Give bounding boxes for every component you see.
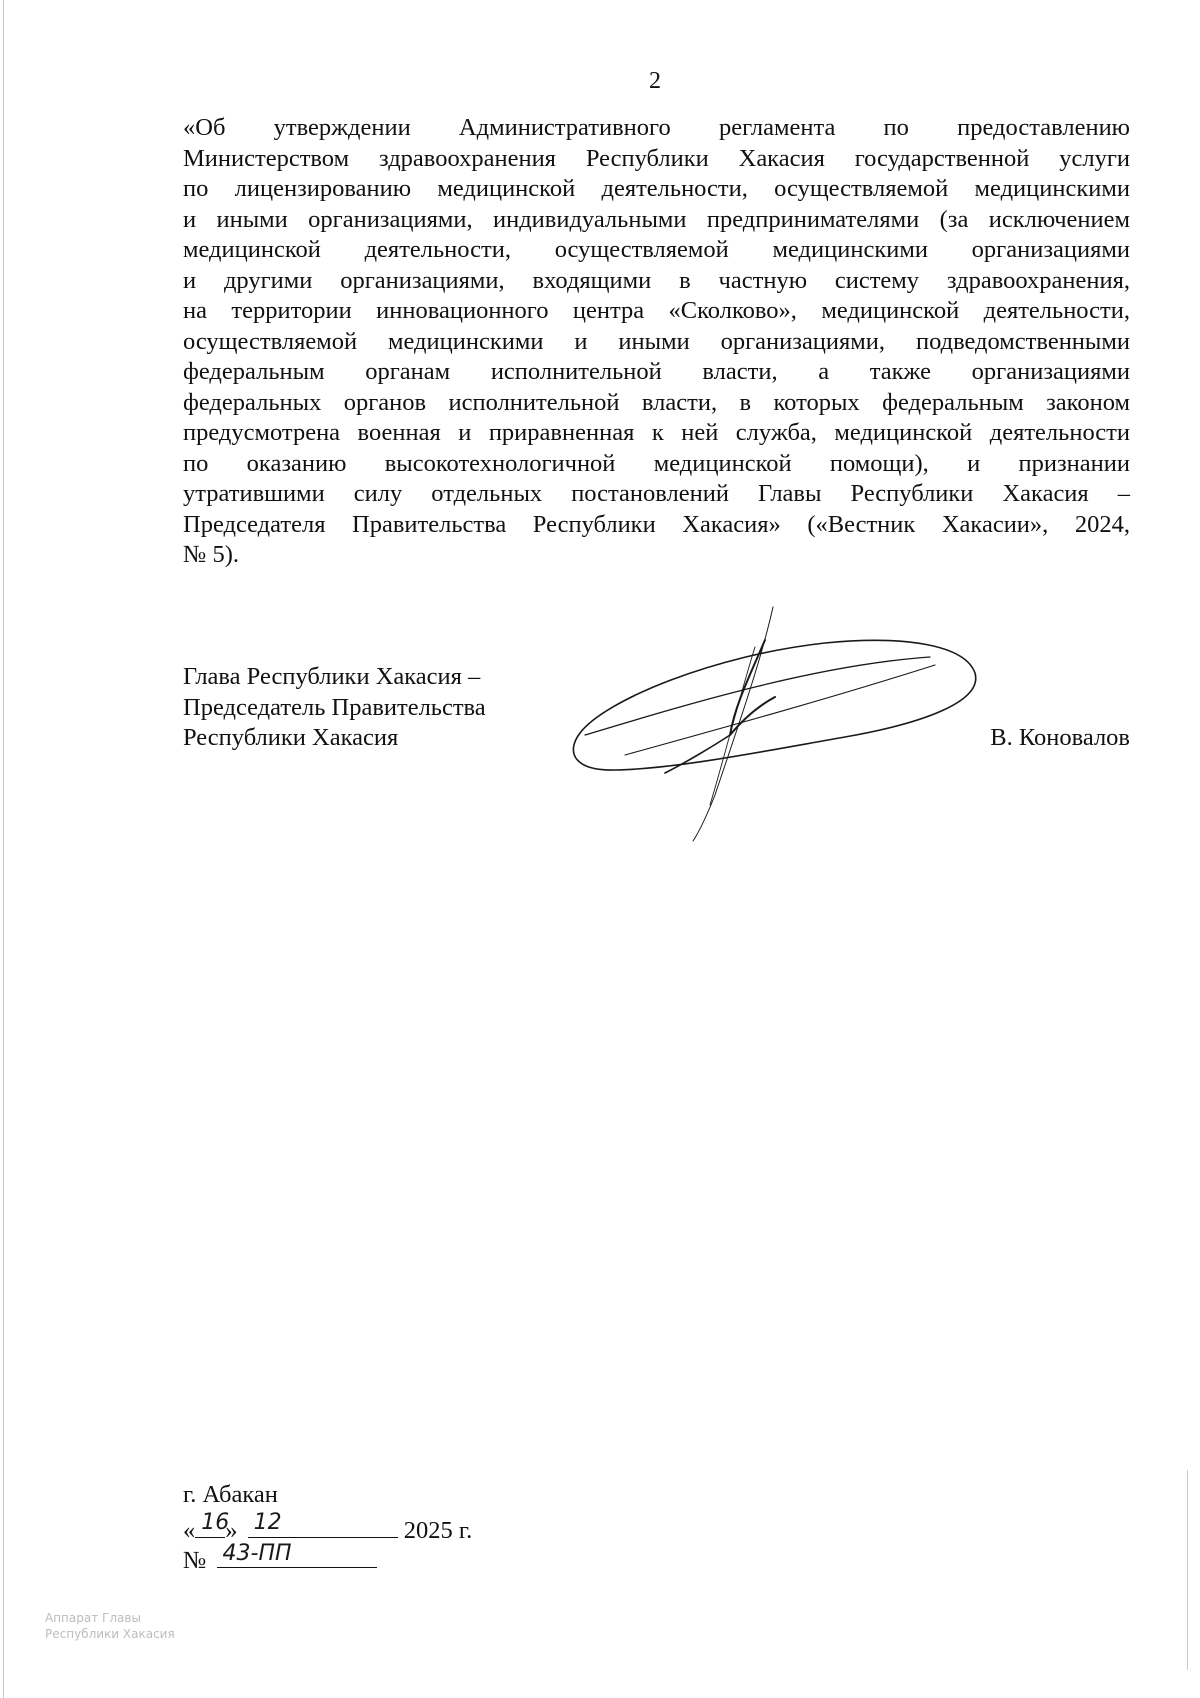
number-line	[183, 1541, 472, 1572]
body-line: предусмотрена военная и приравненная к ней служба, медицинской деятельности	[183, 419, 1130, 446]
body-line: Председателя Правительства Республики Хакасия» («Вестник Хакасии», 2024,	[183, 510, 1130, 538]
date-open-quote: «	[183, 1516, 196, 1544]
city-line: г. Абакан	[183, 1481, 278, 1508]
body-line: федеральным органам исполнительной власти, а также организациями	[183, 358, 1130, 385]
signatory-title-line: Председатель Правительства	[183, 693, 486, 721]
scan-edge-left	[3, 0, 4, 1698]
stamp-line: Аппарат Главы	[45, 1611, 141, 1625]
body-line: федеральных органов исполнительной власти, в которых федеральным законом	[183, 388, 1130, 416]
month-handwritten: 12	[253, 1510, 282, 1535]
date-line	[183, 1511, 472, 1542]
number-label: №	[183, 1547, 207, 1574]
page-number: 2	[649, 68, 661, 94]
scan-edge-right	[1187, 1470, 1188, 1670]
body-line: и другими организациями, входящими в частную систему здравоохранения,	[183, 266, 1130, 294]
date-close-quote: »	[225, 1516, 238, 1544]
body-line: осуществляемой медицинскими и иными организациями, подведомственными	[183, 327, 1130, 355]
signatory-title	[183, 662, 486, 754]
day-field	[195, 1510, 230, 1538]
year-text: 2025 г.	[403, 1516, 473, 1544]
month-field	[248, 1511, 398, 1538]
body-line: № 5).	[183, 541, 240, 568]
body-line: медицинской деятельности, осуществляемой медицинскими организациями	[183, 236, 1130, 263]
handwritten-signature	[565, 605, 995, 845]
body-line: утратившими силу отдельных постановлений Главы Республики Хакасия –	[183, 480, 1130, 507]
day-handwritten: 16	[201, 1510, 230, 1535]
body-paragraph	[183, 113, 1130, 571]
signatory-name: В. Коновалов	[990, 724, 1130, 751]
place-and-date-block	[183, 1480, 472, 1572]
body-line: Министерством здравоохранения Республики Хакасия государственной услуги	[183, 144, 1130, 172]
number-handwritten: 43-ПП	[222, 1540, 292, 1566]
body-line: на территории инновационного центра «Сколково», медицинской деятельности,	[183, 297, 1130, 324]
body-line: по лицензированию медицинской деятельности, осуществляемой медицинскими	[183, 175, 1130, 202]
body-line: «Об утверждении Административного регламента по предоставлению	[183, 114, 1130, 141]
faint-registration-stamp	[45, 1610, 175, 1642]
stamp-line: Республики Хакасия	[45, 1627, 175, 1641]
body-line: по оказанию высокотехнологичной медицинской помощи), и признании	[183, 449, 1130, 477]
signatory-title-line: Глава Республики Хакасия –	[183, 663, 481, 690]
number-field	[217, 1541, 377, 1568]
body-line: и иными организациями, индивидуальными предпринимателями (за исключением	[183, 205, 1130, 233]
signatory-title-line: Республики Хакасия	[183, 724, 399, 751]
